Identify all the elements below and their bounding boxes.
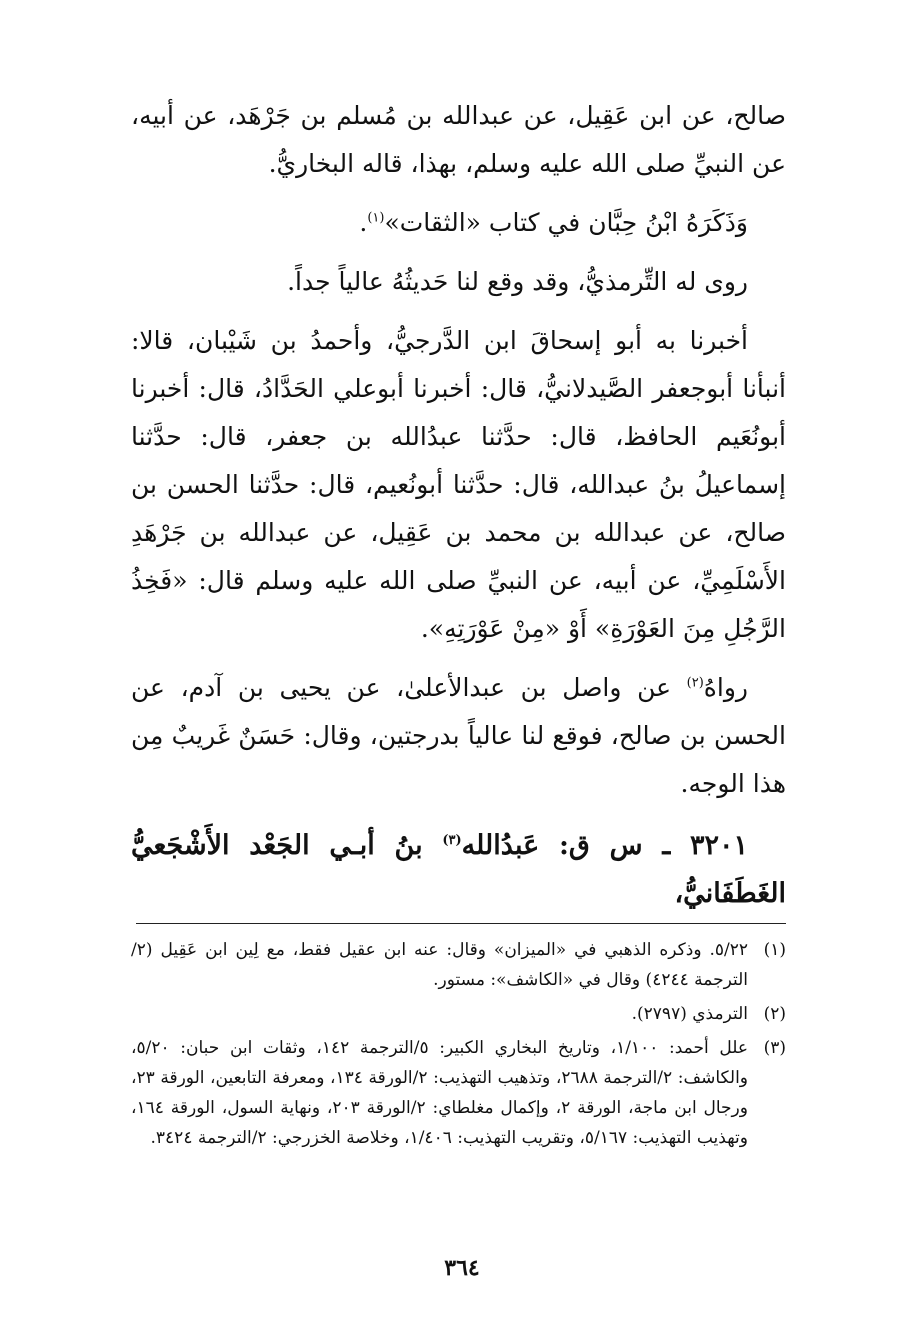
footnote-ref-3: (٣) xyxy=(442,833,462,848)
paragraph-ibn-hibban-text: وَذَكَرَهُ ابْنُ حِبَّان في كتاب «الثقات» xyxy=(384,208,748,237)
paragraph-rawahu-start: رواهُ xyxy=(703,673,748,702)
page-number: ٣٦٤ xyxy=(444,1255,480,1281)
footnote-3 xyxy=(131,1033,786,1153)
paragraph-rawahu xyxy=(131,664,786,808)
entry-heading-rest: بنُ أبـي الجَعْد الأَشْجَعيُّ الغَطَفَانيُّ، xyxy=(131,830,786,909)
footnote-2 xyxy=(131,999,786,1029)
footnotes xyxy=(131,935,786,1157)
main-text xyxy=(131,92,786,918)
footnote-ref-2: (٢) xyxy=(686,675,704,691)
footnote-1 xyxy=(131,935,786,995)
footnote-text: علل أحمد: ١/١٠٠، وتاريخ البخاري الكبير: ٥/الترجمة ١٤٢، وثقات ابن حبان: ٥/٢٠، والكاشف: ٢/الترجمة ٢٦٨٨، وتذهيب التهذيب: ٢/الورقة ١٣٤، ومعرفة التابعين، الورقة ٢٣، ورجال ابن ماجة، الورقة ٢، وإكمال مغلطاي: ٢/الورقة ٢٠٣، ونهاية السول، الورقة ١٦٤، وتهذيب التهذيب: ٥/١٦٧، وتقريب التهذيب: ١/٤٠٦، وخلاصة الخزرجي: ٢/الترجمة ٣٤٢٤. xyxy=(131,1038,748,1148)
footnote-text: ٥/٢٢. وذكره الذهبي في «الميزان» وقال: عنه ابن عقيل فقط، مع لِين ابن عَقِيل (٢/الترجمة ٤٢٤٤) وقال في «الكاشف»: مستور. xyxy=(131,940,748,990)
paragraph-rawahu-rest: عن واصل بن عبدالأعلىٰ، عن يحيى بن آدم، عن الحسن بن صالح، فوقع لنا عالياً بدرجتين، وقال: حَسَنٌ غَريبٌ مِن هذا الوجه. xyxy=(131,673,786,798)
paragraph-isnad: أخبرنا به أبو إسحاقَ ابن الدَّرجيُّ، وأحمدُ بن شَيْبان، قالا: أنبأنا أبوجعفر الصَّيدلانيُّ، قال: أخبرنا أبوعلي الحَدَّادُ، قال: أخبرنا أبونُعَيم الحافظ، قال: حدَّثنا عبدُالله بن جعفر، قال: حدَّثنا إسماعيلُ بنُ عبدالله، قال: حدَّثنا أبونُعيم، قال: حدَّثنا الحسن بن صالح، عن عبدالله بن محمد بن عَقِيل، عن عبدالله بن جَرْهَدِ الأَسْلَمِيِّ، عن أبيه، عن النبيِّ صلى الله عليه وسلم قال: «فَخِذُ الرَّجُلِ مِنَ العَوْرَةِ» أَوْ «مِنْ عَوْرَتِهِ». xyxy=(131,326,786,643)
paragraph-ibn-hibban xyxy=(131,199,786,247)
paragraph-continuation: صالح، عن ابن عَقِيل، عن عبدالله بن مُسلم بن جَرْهَد، عن أبيه، عن النبيِّ صلى الله عليه وسلم، بهذا، قاله البخاريُّ. xyxy=(131,101,786,178)
footnote-number: (٢) xyxy=(763,1004,786,1024)
footnote-ref-1: (١) xyxy=(367,210,385,226)
entry-heading xyxy=(131,822,786,918)
paragraph-ibn-hibban-end: . xyxy=(359,208,368,237)
paragraph-tirmidhi: روى له التِّرمذيُّ، وقد وقع لنا حَديثُهُ عالياً جداً. xyxy=(287,267,748,296)
footnote-divider xyxy=(136,923,786,924)
footnote-text: الترمذي (٢٧٩٧). xyxy=(631,1004,748,1024)
footnote-number: (١) xyxy=(763,940,786,960)
footnote-number: (٣) xyxy=(763,1038,786,1058)
entry-heading-start: ٣٢٠١ ـ س ق: عَبدُالله xyxy=(461,830,748,861)
